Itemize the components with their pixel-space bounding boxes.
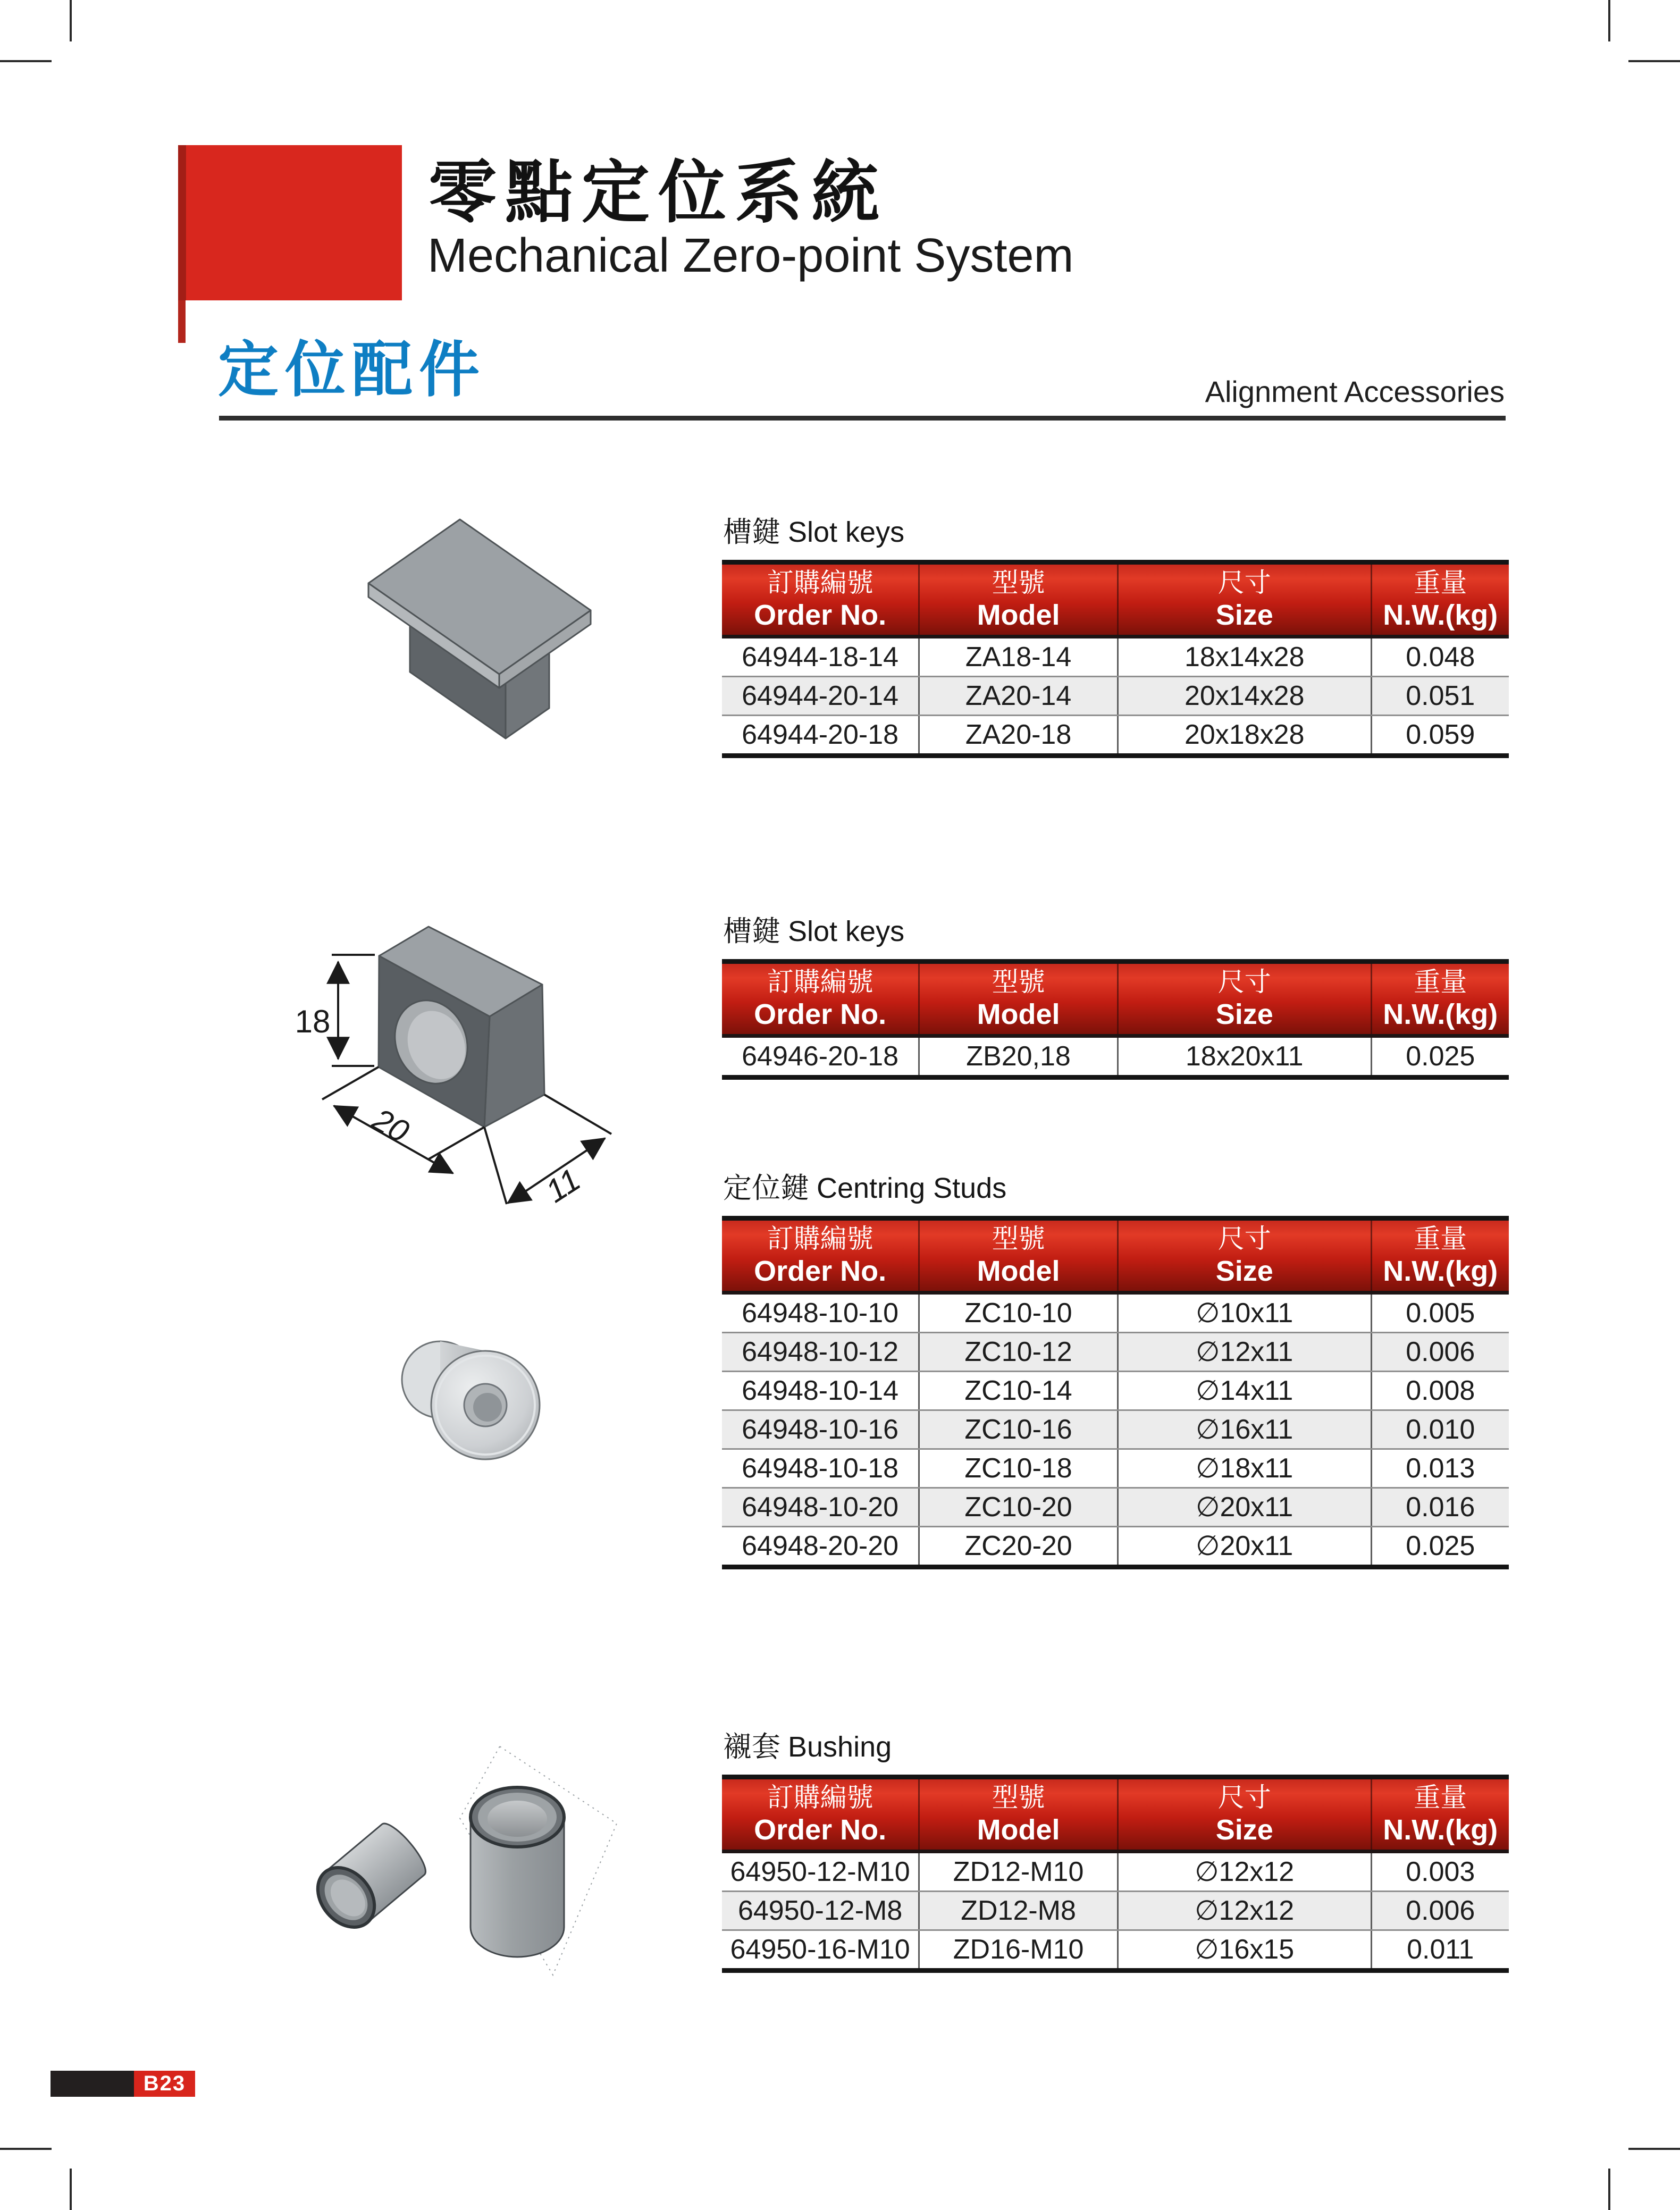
crop-mark-top-left-v xyxy=(70,0,72,41)
bushing-illustration xyxy=(306,1744,625,1994)
cell-order-no: 64948-10-18 xyxy=(742,1453,899,1484)
section-label-zh: 槽鍵 xyxy=(723,516,780,548)
red-flag-stub xyxy=(178,300,186,343)
cell-size: ∅20x11 xyxy=(1117,1489,1371,1526)
crop-mark-bottom-right-v xyxy=(1608,2169,1610,2210)
column-header-model: 型號 Model xyxy=(918,964,1117,1034)
column-header-weight: 重量 N.W.(kg) xyxy=(1371,1779,1509,1850)
cell-size: ∅16x15 xyxy=(1117,1931,1371,1968)
table-row xyxy=(722,1295,1509,1332)
cell-weight: 0.003 xyxy=(1371,1853,1509,1890)
cell-model: ZC10-10 xyxy=(918,1295,1117,1332)
table-row xyxy=(722,1448,1509,1487)
section-label-slot-keys-2 xyxy=(723,909,904,949)
cell-weight: 0.005 xyxy=(1371,1295,1509,1332)
cell-model: ZC10-12 xyxy=(918,1333,1117,1371)
section-label-en: Bushing xyxy=(788,1731,892,1763)
cell-order-no: 64948-10-10 xyxy=(742,1298,899,1329)
column-header-size: 尺寸 Size xyxy=(1117,964,1371,1034)
table-row xyxy=(722,638,1509,676)
table-header xyxy=(722,964,1509,1038)
dimension-label-height: 18 xyxy=(295,1004,331,1039)
section-label-zh: 襯套 xyxy=(723,1731,780,1763)
page-number-badge: B23 xyxy=(134,2071,195,2097)
column-header-weight: 重量 N.W.(kg) xyxy=(1371,565,1509,635)
red-flag-banner xyxy=(178,145,402,300)
column-header-order-no: 訂購編號 Order No. xyxy=(754,967,887,1030)
crop-mark-top-right-v xyxy=(1608,0,1610,41)
cell-size: ∅18x11 xyxy=(1117,1450,1371,1487)
cell-size: 20x14x28 xyxy=(1117,677,1371,715)
cell-weight: 0.016 xyxy=(1371,1489,1509,1526)
table-row xyxy=(722,1371,1509,1409)
slot-keys-table-2 xyxy=(722,959,1509,1080)
cell-size: 18x20x11 xyxy=(1117,1038,1371,1075)
cell-order-no: 64948-10-14 xyxy=(742,1375,899,1406)
cell-order-no: 64948-10-12 xyxy=(742,1337,899,1367)
section-label-zh: 槽鍵 xyxy=(723,915,780,947)
section-label-centring-studs xyxy=(723,1165,1006,1206)
table-row xyxy=(722,1526,1509,1565)
table-header xyxy=(722,565,1509,638)
crop-mark-bottom-left-v xyxy=(70,2169,72,2210)
column-header-weight: 重量 N.W.(kg) xyxy=(1371,964,1509,1034)
table-header xyxy=(722,1779,1509,1853)
section-heading-zh: 定位配件 xyxy=(218,337,486,404)
cell-weight: 0.011 xyxy=(1371,1931,1509,1968)
cell-weight: 0.025 xyxy=(1371,1527,1509,1565)
slot-key-illustration xyxy=(319,513,606,747)
cell-size: 18x14x28 xyxy=(1117,638,1371,676)
table-row xyxy=(722,1038,1509,1075)
column-header-order-no: 訂購編號 Order No. xyxy=(754,1783,887,1846)
cell-model: ZC20-20 xyxy=(918,1527,1117,1565)
cell-weight: 0.025 xyxy=(1371,1038,1509,1075)
slot-keys-table-1 xyxy=(722,560,1509,758)
table-row xyxy=(722,715,1509,753)
cell-size: ∅12x11 xyxy=(1117,1333,1371,1371)
column-header-size: 尺寸 Size xyxy=(1117,565,1371,635)
bushing-table xyxy=(722,1775,1509,1973)
column-header-order-no: 訂購編號 Order No. xyxy=(754,568,887,631)
cell-weight: 0.006 xyxy=(1371,1333,1509,1371)
page-title-en: Mechanical Zero-point System xyxy=(427,229,1074,282)
column-header-model: 型號 Model xyxy=(918,565,1117,635)
cell-weight: 0.048 xyxy=(1371,638,1509,676)
cell-weight: 0.006 xyxy=(1371,1892,1509,1929)
cell-size: ∅12x12 xyxy=(1117,1892,1371,1929)
heading-divider xyxy=(219,416,1506,421)
cell-weight: 0.051 xyxy=(1371,677,1509,715)
cell-model: ZC10-18 xyxy=(918,1450,1117,1487)
cell-model: ZD16-M10 xyxy=(918,1931,1117,1968)
cell-size: ∅20x11 xyxy=(1117,1527,1371,1565)
cell-model: ZA20-18 xyxy=(918,716,1117,753)
table-row xyxy=(722,1890,1509,1929)
centring-studs-table xyxy=(722,1216,1509,1569)
column-header-size: 尺寸 Size xyxy=(1117,1221,1371,1291)
crop-mark-top-right-h xyxy=(1628,60,1680,62)
table-row xyxy=(722,1853,1509,1890)
cell-weight: 0.008 xyxy=(1371,1372,1509,1409)
cell-order-no: 64948-10-20 xyxy=(742,1492,899,1523)
section-label-en: Slot keys xyxy=(788,915,905,947)
slot-key-dimension-illustration xyxy=(287,922,638,1231)
section-label-zh: 定位鍵 xyxy=(723,1172,809,1204)
cell-order-no: 64944-20-14 xyxy=(742,680,899,711)
table-header xyxy=(722,1221,1509,1295)
cell-order-no: 64950-12-M8 xyxy=(737,1895,903,1926)
cell-model: ZA20-14 xyxy=(918,677,1117,715)
cell-order-no: 64948-10-16 xyxy=(742,1414,899,1445)
cell-model: ZC10-20 xyxy=(918,1489,1117,1526)
cell-size: 20x18x28 xyxy=(1117,716,1371,753)
cell-model: ZC10-14 xyxy=(918,1372,1117,1409)
section-label-slot-keys-1 xyxy=(723,509,904,550)
column-header-order-no: 訂購編號 Order No. xyxy=(754,1224,887,1287)
table-row xyxy=(722,1487,1509,1526)
cell-order-no: 64944-20-18 xyxy=(742,719,899,750)
crop-mark-top-left-h xyxy=(0,60,52,62)
centring-stud-illustration xyxy=(393,1334,579,1494)
cell-order-no: 64948-20-20 xyxy=(742,1531,899,1561)
cell-weight: 0.059 xyxy=(1371,716,1509,753)
table-row xyxy=(722,676,1509,715)
cell-size: ∅14x11 xyxy=(1117,1372,1371,1409)
column-header-weight: 重量 N.W.(kg) xyxy=(1371,1221,1509,1291)
cell-model: ZA18-14 xyxy=(918,638,1117,676)
footer-bar xyxy=(51,2071,134,2097)
section-label-bushing xyxy=(723,1724,892,1765)
table-row xyxy=(722,1332,1509,1371)
crop-mark-bottom-right-h xyxy=(1628,2148,1680,2150)
cell-weight: 0.010 xyxy=(1371,1411,1509,1448)
cell-size: ∅16x11 xyxy=(1117,1411,1371,1448)
dimension-label-width: 20 xyxy=(366,1101,415,1150)
cell-order-no: 64946-20-18 xyxy=(742,1041,899,1072)
cell-weight: 0.013 xyxy=(1371,1450,1509,1487)
cell-model: ZC10-16 xyxy=(918,1411,1117,1448)
section-label-en: Slot keys xyxy=(788,516,905,548)
cell-size: ∅12x12 xyxy=(1117,1853,1371,1890)
column-header-model: 型號 Model xyxy=(918,1221,1117,1291)
cell-size: ∅10x11 xyxy=(1117,1295,1371,1332)
table-row xyxy=(722,1409,1509,1448)
cell-model: ZD12-M8 xyxy=(918,1892,1117,1929)
crop-mark-bottom-left-h xyxy=(0,2148,52,2150)
table-row xyxy=(722,1929,1509,1968)
cell-model: ZB20,18 xyxy=(918,1038,1117,1075)
cell-order-no: 64950-16-M10 xyxy=(730,1934,910,1965)
dimension-label-depth: 11 xyxy=(539,1161,587,1209)
section-label-en: Centring Studs xyxy=(817,1172,1007,1204)
column-header-size: 尺寸 Size xyxy=(1117,1779,1371,1850)
page-title-zh: 零點定位系統 xyxy=(429,155,888,231)
cell-order-no: 64944-18-14 xyxy=(742,642,899,673)
cell-order-no: 64950-12-M10 xyxy=(730,1856,910,1887)
cell-model: ZD12-M10 xyxy=(918,1853,1117,1890)
column-header-model: 型號 Model xyxy=(918,1779,1117,1850)
section-heading-en: Alignment Accessories xyxy=(1205,375,1505,408)
